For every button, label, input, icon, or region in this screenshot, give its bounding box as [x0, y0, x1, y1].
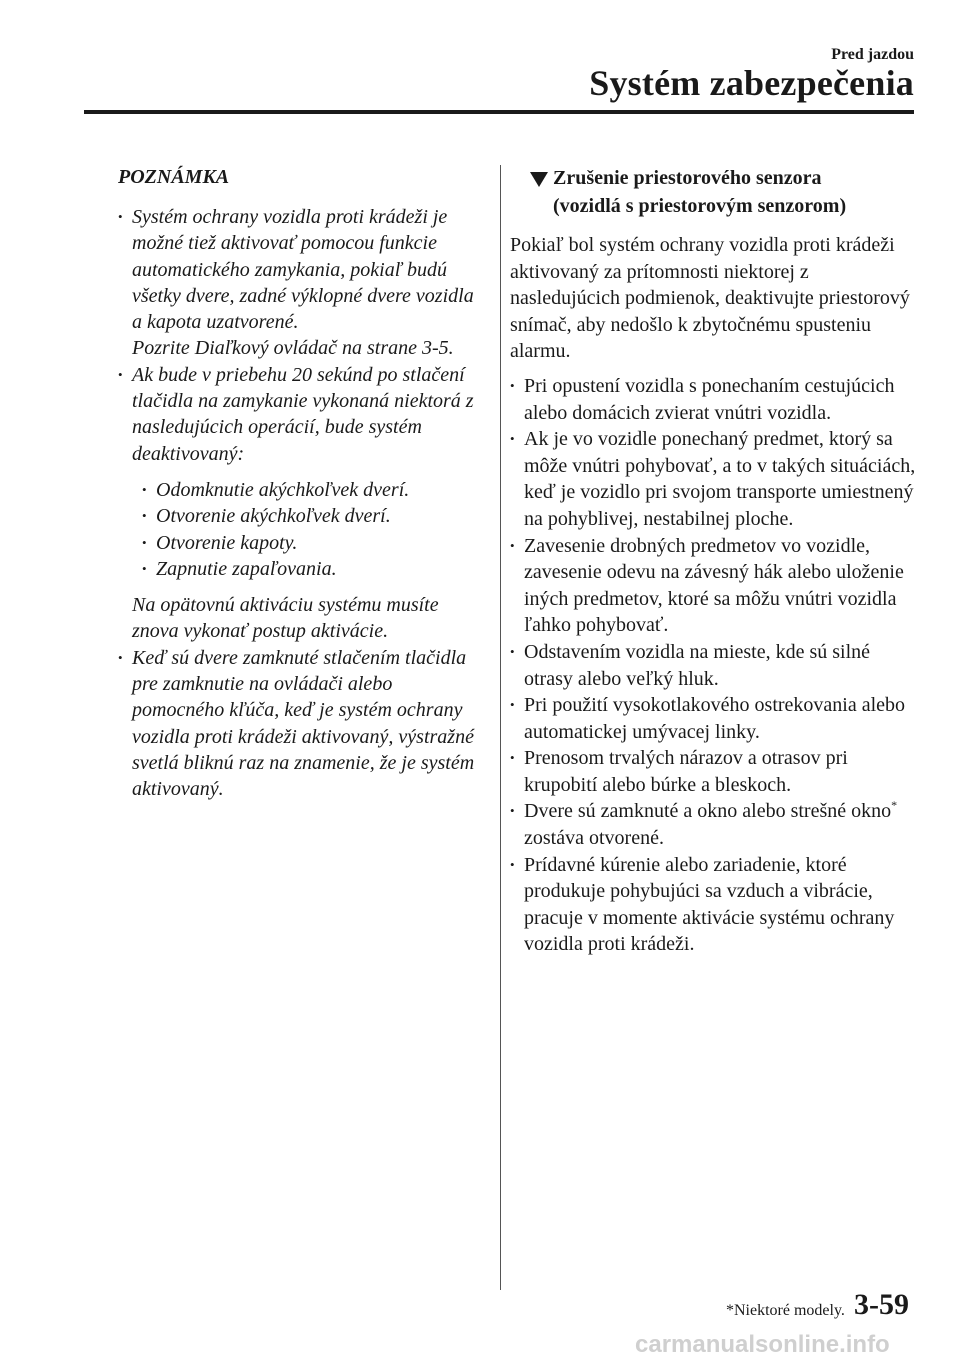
note-list [118, 204, 478, 803]
list-item: • Pri použití vysokotlakového ostrekovania alebo automatickej umývacej linky. [510, 692, 920, 745]
list-item: • Odstavením vozidla na mieste, kde sú silné otrasy alebo veľký hluk. [510, 639, 920, 692]
note-subitem: • Odomknutie akýchkoľvek dverí. [142, 477, 478, 503]
note-body [118, 204, 478, 803]
note-item [118, 645, 478, 803]
page-title: Systém zabezpečenia [589, 63, 914, 103]
footnote: *Niektoré modely. [726, 1302, 845, 1319]
note-subitem: • Otvorenie kapoty. [142, 530, 478, 556]
list-item [510, 798, 920, 851]
list-item: • Prenosom trvalých nárazov a otrasov pri krupobití alebo búrke a bleskoch. [510, 745, 920, 798]
note-item [118, 204, 478, 362]
condition-list [510, 373, 920, 958]
footnote-mark: * [891, 798, 898, 813]
note-item-after: Na opätovnú aktiváciu systému musíte znova vykonať postup aktivácie. [132, 594, 439, 643]
note-item-text: • Systém ochrany vozidla proti krádeži je možné tiež aktivovať pomocou funkcie automatického zamykania, pokiaľ budú všetky dvere, zadné výklopné dvere vozidla a kapota uzatvorené. [132, 206, 474, 334]
note-sublist [142, 477, 478, 582]
section-heading-line2: (vozidlá s priestorovým senzorom) [553, 195, 847, 217]
note-item-text: • Ak bude v priebehu 20 sekúnd po stlačení tlačidla na zamykanie vykonaná niektorá z nasledujúcich operácií, bude systém deaktivovaný: [132, 363, 474, 465]
watermark: carmanualsonline.info [635, 1331, 890, 1358]
note-column [118, 164, 478, 803]
note-item [118, 362, 478, 645]
list-item-text: zostáva otvorené. [524, 827, 664, 850]
note-title: POZNÁMKA [118, 166, 230, 188]
note-item-text: • Keď sú dvere zamknuté stlačením tlačidla pre zamknutie na ovládači alebo pomocného kľúča, keď je systém ochrany vozidla proti krádeži aktivovaný, výstražné svetlá bliknú raz na znamenie, že je systém aktivovaný. [132, 646, 475, 801]
note-item-ref: Pozrite Diaľkový ovládač na strane 3-5. [132, 337, 454, 360]
section-column [510, 164, 920, 958]
column-divider [500, 165, 501, 1290]
list-item: • Pri opustení vozidla s ponechaním cestujúcich alebo domácich zvierat vnútri vozidla. [510, 373, 920, 426]
list-item: • Zavesenie drobných predmetov vo vozidle, zavesenie odevu na závesný hák alebo uloženie iných predmetov, ktoré sa môžu vnútri vozidla ľahko pohybovať. [510, 533, 920, 639]
note-subitem: • Otvorenie akýchkoľvek dverí. [142, 503, 478, 529]
page-number: 3-59 [854, 1288, 909, 1321]
section-intro: Pokiaľ bol systém ochrany vozidla proti krádeži aktivovaný za prítomnosti niektorej z nasledujúcich podmienok, deaktivujte priestorový snímač, aby nedošlo k zbytočnému spusteniu alarmu. [510, 234, 910, 363]
list-item: • Prídavné kúrenie alebo zariadenie, ktoré produkuje pohybujúci sa vzduch a vibrácie, pracuje v momente aktivácie systému ochrany vozidla proti krádeži. [510, 852, 920, 958]
note-subitem: • Zapnutie zapaľovania. [142, 556, 478, 582]
list-item-text: Dvere sú zamknuté a okno alebo strešné okno [524, 800, 892, 823]
section-heading [510, 164, 920, 220]
header-section-label: Pred jazdou [831, 46, 914, 63]
triangle-marker-icon [530, 172, 548, 187]
list-item: • Ak je vo vozidle ponechaný predmet, ktorý sa môže vnútri pohybovať, a to v takých situáciách, keď je vozidlo pri svojom transporte umiestnený na pohyblivej, nestabilnej ploche. [510, 426, 920, 532]
header-rule [84, 110, 914, 114]
section-heading-line1: Zrušenie priestorového senzora [553, 167, 822, 189]
